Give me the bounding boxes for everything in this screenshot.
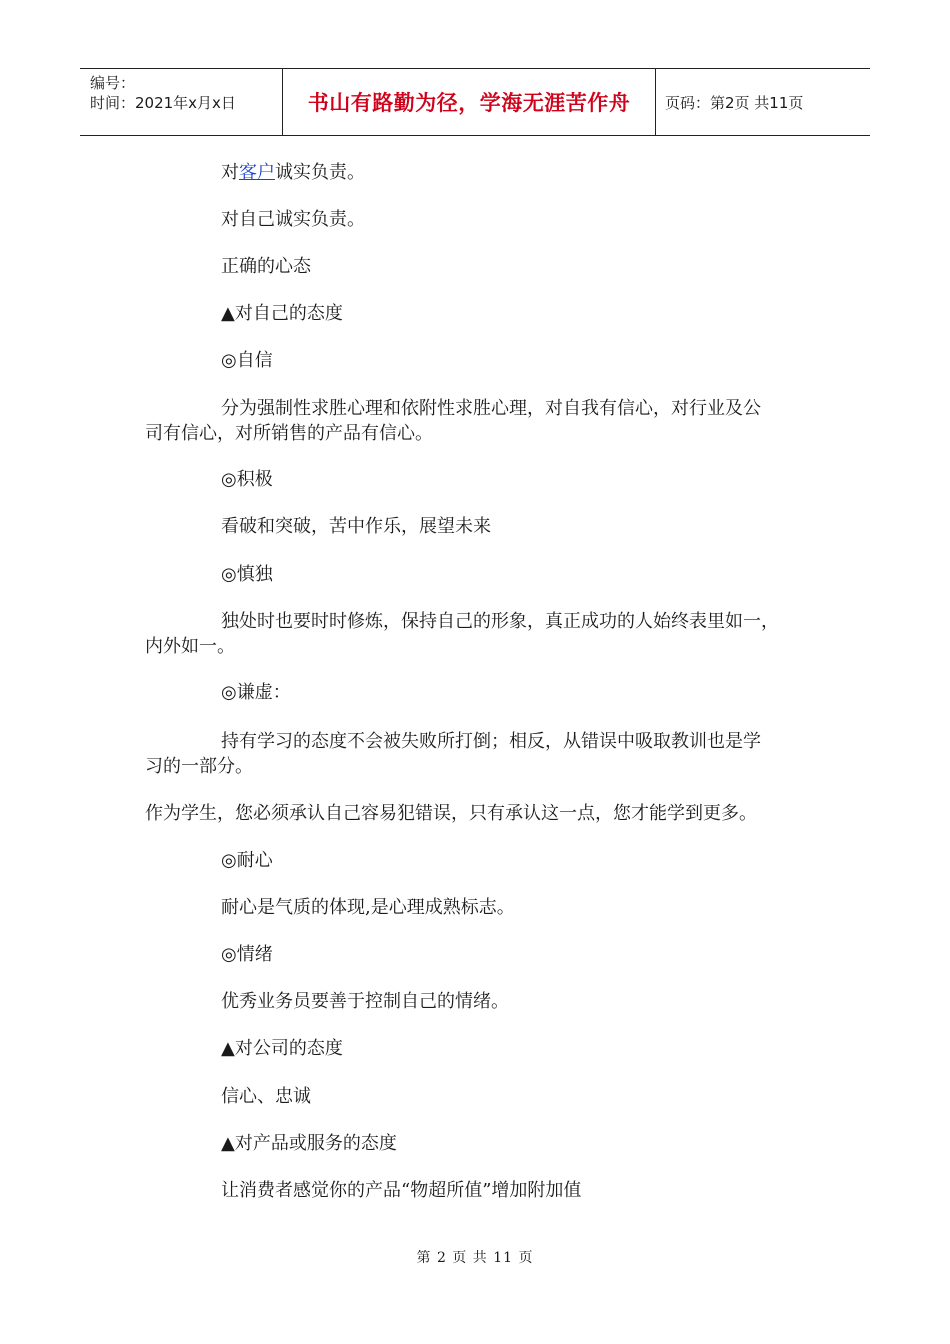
topic-heading: ◎积极 [221, 469, 273, 490]
topic-heading: ◎慎独 [221, 564, 273, 585]
customer-link[interactable]: 客户 [239, 162, 275, 183]
time-label: 时间：2021年x月x日 [90, 94, 236, 112]
paragraph-line: 独处时也要时时修炼，保持自己的形象，真正成功的人始终表里如一， [221, 611, 779, 632]
paragraph [221, 160, 365, 185]
paragraph-line: 持有学习的态度不会被失败所打倒；相反，从错误中吸取教训也是学 [221, 731, 761, 752]
paragraph: 信心、忠诚 [221, 1086, 311, 1107]
header-page-info: 页码：第2页 共11页 [665, 93, 804, 112]
page-footer: 第 2 页 共 11 页 [416, 1250, 534, 1266]
paragraph: 作为学生，您必须承认自己容易犯错误，只有承认这一点，您才能学到更多。 [145, 803, 757, 824]
paragraph-line: 内外如一。 [145, 636, 235, 657]
paragraph: 看破和突破，苦中作乐，展望未来 [221, 516, 491, 537]
subsection-heading: ▲对公司的态度 [221, 1038, 343, 1059]
topic-heading: ◎自信 [221, 350, 273, 371]
paragraph: 耐心是气质的体现,是心理成熟标志。 [221, 897, 515, 918]
paragraph-suffix: 诚实负责。 [275, 162, 365, 183]
topic-heading: ◎耐心 [221, 850, 273, 871]
section-heading: 正确的心态 [221, 256, 311, 277]
header-motto: 书山有路勤为径，学海无涯苦作舟 [282, 69, 656, 135]
paragraph: 让消费者感觉你的产品“物超所值”增加附加值 [221, 1180, 582, 1201]
paragraph-line: 司有信心，对所销售的产品有信心。 [145, 423, 433, 444]
paragraph: 对自己诚实负责。 [221, 209, 365, 230]
header-meta [80, 69, 282, 135]
subsection-heading: ▲对自己的态度 [221, 303, 343, 324]
topic-heading: ◎情绪 [221, 944, 273, 965]
paragraph-line: 分为强制性求胜心理和依附性求胜心理，对自我有信心，对行业及公 [221, 398, 761, 419]
subsection-heading: ▲对产品或服务的态度 [221, 1133, 397, 1154]
number-label: 编号： [90, 74, 136, 92]
topic-heading: ◎谦虚： [221, 682, 291, 703]
paragraph-line: 习的一部分。 [145, 756, 253, 777]
page-header [80, 68, 870, 136]
paragraph: 优秀业务员要善于控制自己的情绪。 [221, 991, 509, 1012]
paragraph-prefix: 对 [221, 162, 239, 183]
